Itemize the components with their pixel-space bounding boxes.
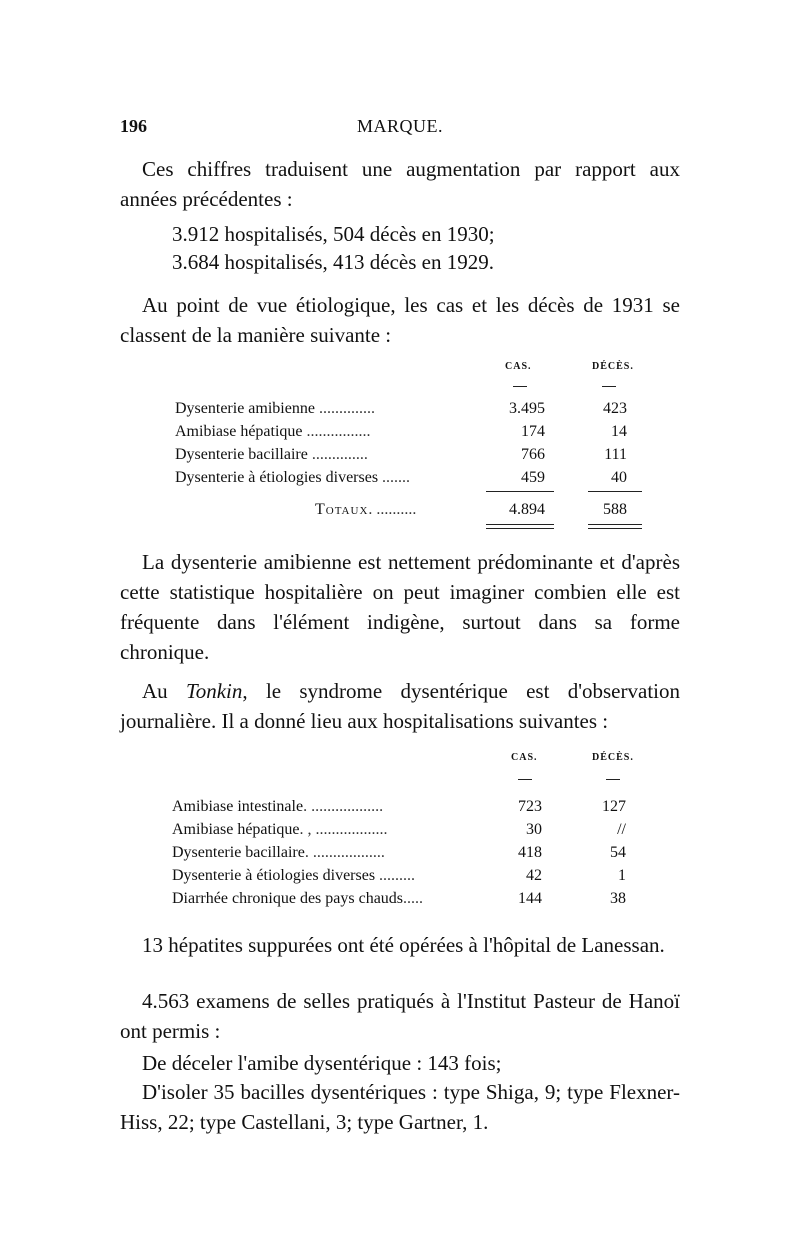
table-row: Dysenterie à étiologies diverses ....... 459 40 <box>175 466 655 489</box>
row-deces: 423 <box>603 400 627 417</box>
row-cas: 144 <box>518 890 542 907</box>
tonkin-prefix: Au <box>142 679 186 703</box>
sum-rule-cas <box>486 491 554 492</box>
table-row: Dysenterie bacillaire. .................. 418 54 <box>172 841 652 864</box>
col-header-deces: DÉCÈS. <box>592 752 634 763</box>
paragraph-amibe: De déceler l'amibe dysentérique : 143 fois; <box>142 1051 502 1075</box>
row-label: Amibiase hépatique <box>175 423 303 440</box>
table-row: Dysenterie amibienne .............. 3.495 423 <box>175 397 655 420</box>
row-label: Dysenterie à étiologies diverses <box>175 469 379 486</box>
row-deces: 14 <box>611 423 627 440</box>
table-total-row: Totaux. .......... 4.894 588 <box>175 498 655 521</box>
row-label: Dysenterie bacillaire <box>175 446 308 463</box>
table-row: Dysenterie bacillaire .............. 766 111 <box>175 443 655 466</box>
paragraph-tonkin <box>120 676 680 736</box>
hospital-line-1929: 3.684 hospitalisés, 413 décès en 1929. <box>172 250 494 274</box>
hospital-line-1931: 3.912 hospitalisés, 504 décès en 1930; <box>172 222 495 246</box>
row-label: Dysenterie bacillaire <box>172 844 305 861</box>
row-label: Amibiase hépatique <box>172 821 300 838</box>
place-tonkin: Tonkin <box>185 679 243 703</box>
row-label: Dysenterie amibienne <box>175 400 315 417</box>
row-cas: 766 <box>521 446 545 463</box>
table-row: Amibiase hépatique. , .................. 30 // <box>172 818 652 841</box>
paragraph-intro: Ces chiffres traduisent une augmentation par rapport aux années précédentes : <box>120 157 680 211</box>
row-cas: 723 <box>518 798 542 815</box>
paragraph-bacilles: D'isoler 35 bacilles dysentériques : type Shiga, 9; type Flexner-Hiss, 22; type Castellani, 3; type Gartner, 1. <box>120 1080 680 1134</box>
col-dash-deces <box>606 779 620 780</box>
row-cas: 459 <box>521 469 545 486</box>
page-header <box>120 116 680 140</box>
double-rule-cas <box>486 524 554 529</box>
table-row: Diarrhée chronique des pays chauds..... 144 38 <box>172 887 652 910</box>
row-deces: // <box>617 821 626 838</box>
row-deces: 1 <box>618 867 626 884</box>
row-deces: 40 <box>611 469 627 486</box>
sum-rule-deces <box>588 491 642 492</box>
col-header-cas: CAS. <box>505 361 532 372</box>
tonkin-rest: , le syndrome dysentérique est d'observation journalière. Il a donné lieu aux hospitalisations suivantes : <box>120 679 680 733</box>
row-label: Dysenterie à étiologies diverses <box>172 867 376 884</box>
row-label: Amibiase intestinale <box>172 798 304 815</box>
paragraph-examens: 4.563 examens de selles pratiqués à l'Institut Pasteur de Hanoï ont permis : <box>120 989 680 1043</box>
row-deces: 127 <box>602 798 626 815</box>
double-rule-deces <box>588 524 642 529</box>
row-cas: 42 <box>526 867 542 884</box>
col-dash-cas <box>518 779 532 780</box>
row-label: Diarrhée chronique des pays chauds <box>172 890 404 907</box>
col-header-cas: CAS. <box>511 752 538 763</box>
table-row: Amibiase intestinale. .................. 723 127 <box>172 795 652 818</box>
running-title: MARQUE. <box>356 116 443 136</box>
row-deces: 111 <box>604 446 627 463</box>
col-dash-deces <box>602 386 616 387</box>
col-dash-cas <box>513 386 527 387</box>
paragraph-amibienne: La dysenterie amibienne est nettement prédominante et d'après cette statistique hospitalière on peut imaginer combien elle est fréquente dans l'élément indigène, surtout dans sa forme chronique. <box>120 550 680 664</box>
paragraph-hepatites: 13 hépatites suppurées ont été opérées à l'hôpital de Lanessan. <box>142 933 665 957</box>
total-deces: 588 <box>603 501 627 518</box>
table-row: Dysenterie à étiologies diverses ......... 42 1 <box>172 864 652 887</box>
row-cas: 30 <box>526 821 542 838</box>
row-cas: 3.495 <box>509 400 545 417</box>
row-deces: 38 <box>610 890 626 907</box>
row-cas: 174 <box>521 423 545 440</box>
table-row: Amibiase hépatique ................ 174 14 <box>175 420 655 443</box>
row-deces: 54 <box>610 844 626 861</box>
total-label: Totaux <box>315 501 369 518</box>
paragraph-etiology: Au point de vue étiologique, les cas et les décès de 1931 se classent de la manière suivante : <box>120 293 680 347</box>
col-header-deces: DÉCÈS. <box>592 361 634 372</box>
page-number: 196 <box>120 116 147 136</box>
total-cas: 4.894 <box>509 501 545 518</box>
row-cas: 418 <box>518 844 542 861</box>
